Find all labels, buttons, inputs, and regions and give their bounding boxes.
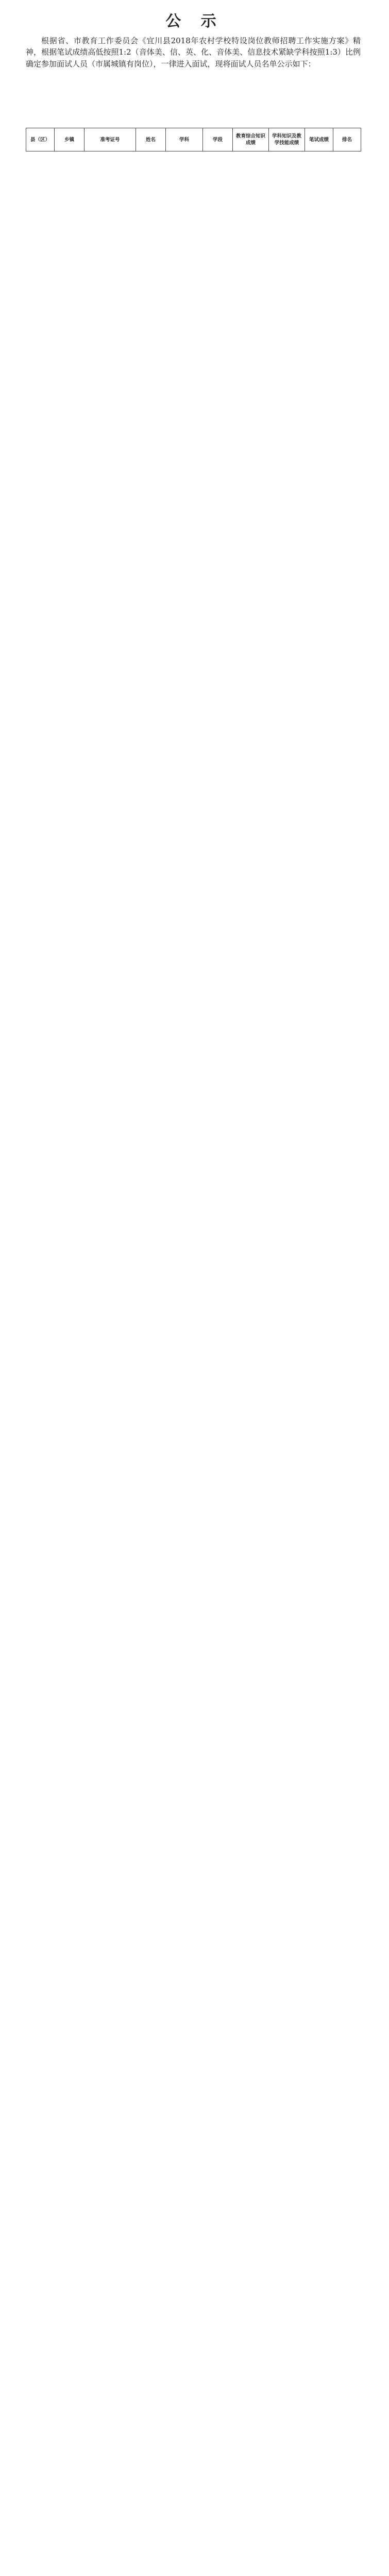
candidate-table — [26, 128, 361, 151]
header-name: 姓名 — [136, 128, 166, 151]
header-rank: 排名 — [333, 128, 361, 151]
header-town: 乡镇 — [55, 128, 84, 151]
table-header-row — [26, 128, 361, 151]
header-written-score: 笔试成绩 — [305, 128, 333, 151]
header-exam-number: 准考证号 — [84, 128, 136, 151]
header-subject: 学科 — [166, 128, 203, 151]
header-level: 学段 — [203, 128, 233, 151]
intro-paragraph: 根据省、市教育工作委员会《宜川县2018年农村学校特设岗位教师招聘工作实施方案》精神，根据笔试成绩高低按照1:2（音体美、信、英、化、音体美、信息技术紧缺学科按照1:3）比例确定参加面试人员（市属城镇有岗位），一律进入面试，现将面试人员名单公示如下： — [26, 36, 361, 69]
page-title: 公 示 — [165, 12, 224, 30]
header-county: 县（区） — [26, 128, 55, 151]
header-subject-score: 学科知识及教学技能成绩 — [269, 128, 305, 151]
header-general-score: 教育综合知识成绩 — [233, 128, 269, 151]
